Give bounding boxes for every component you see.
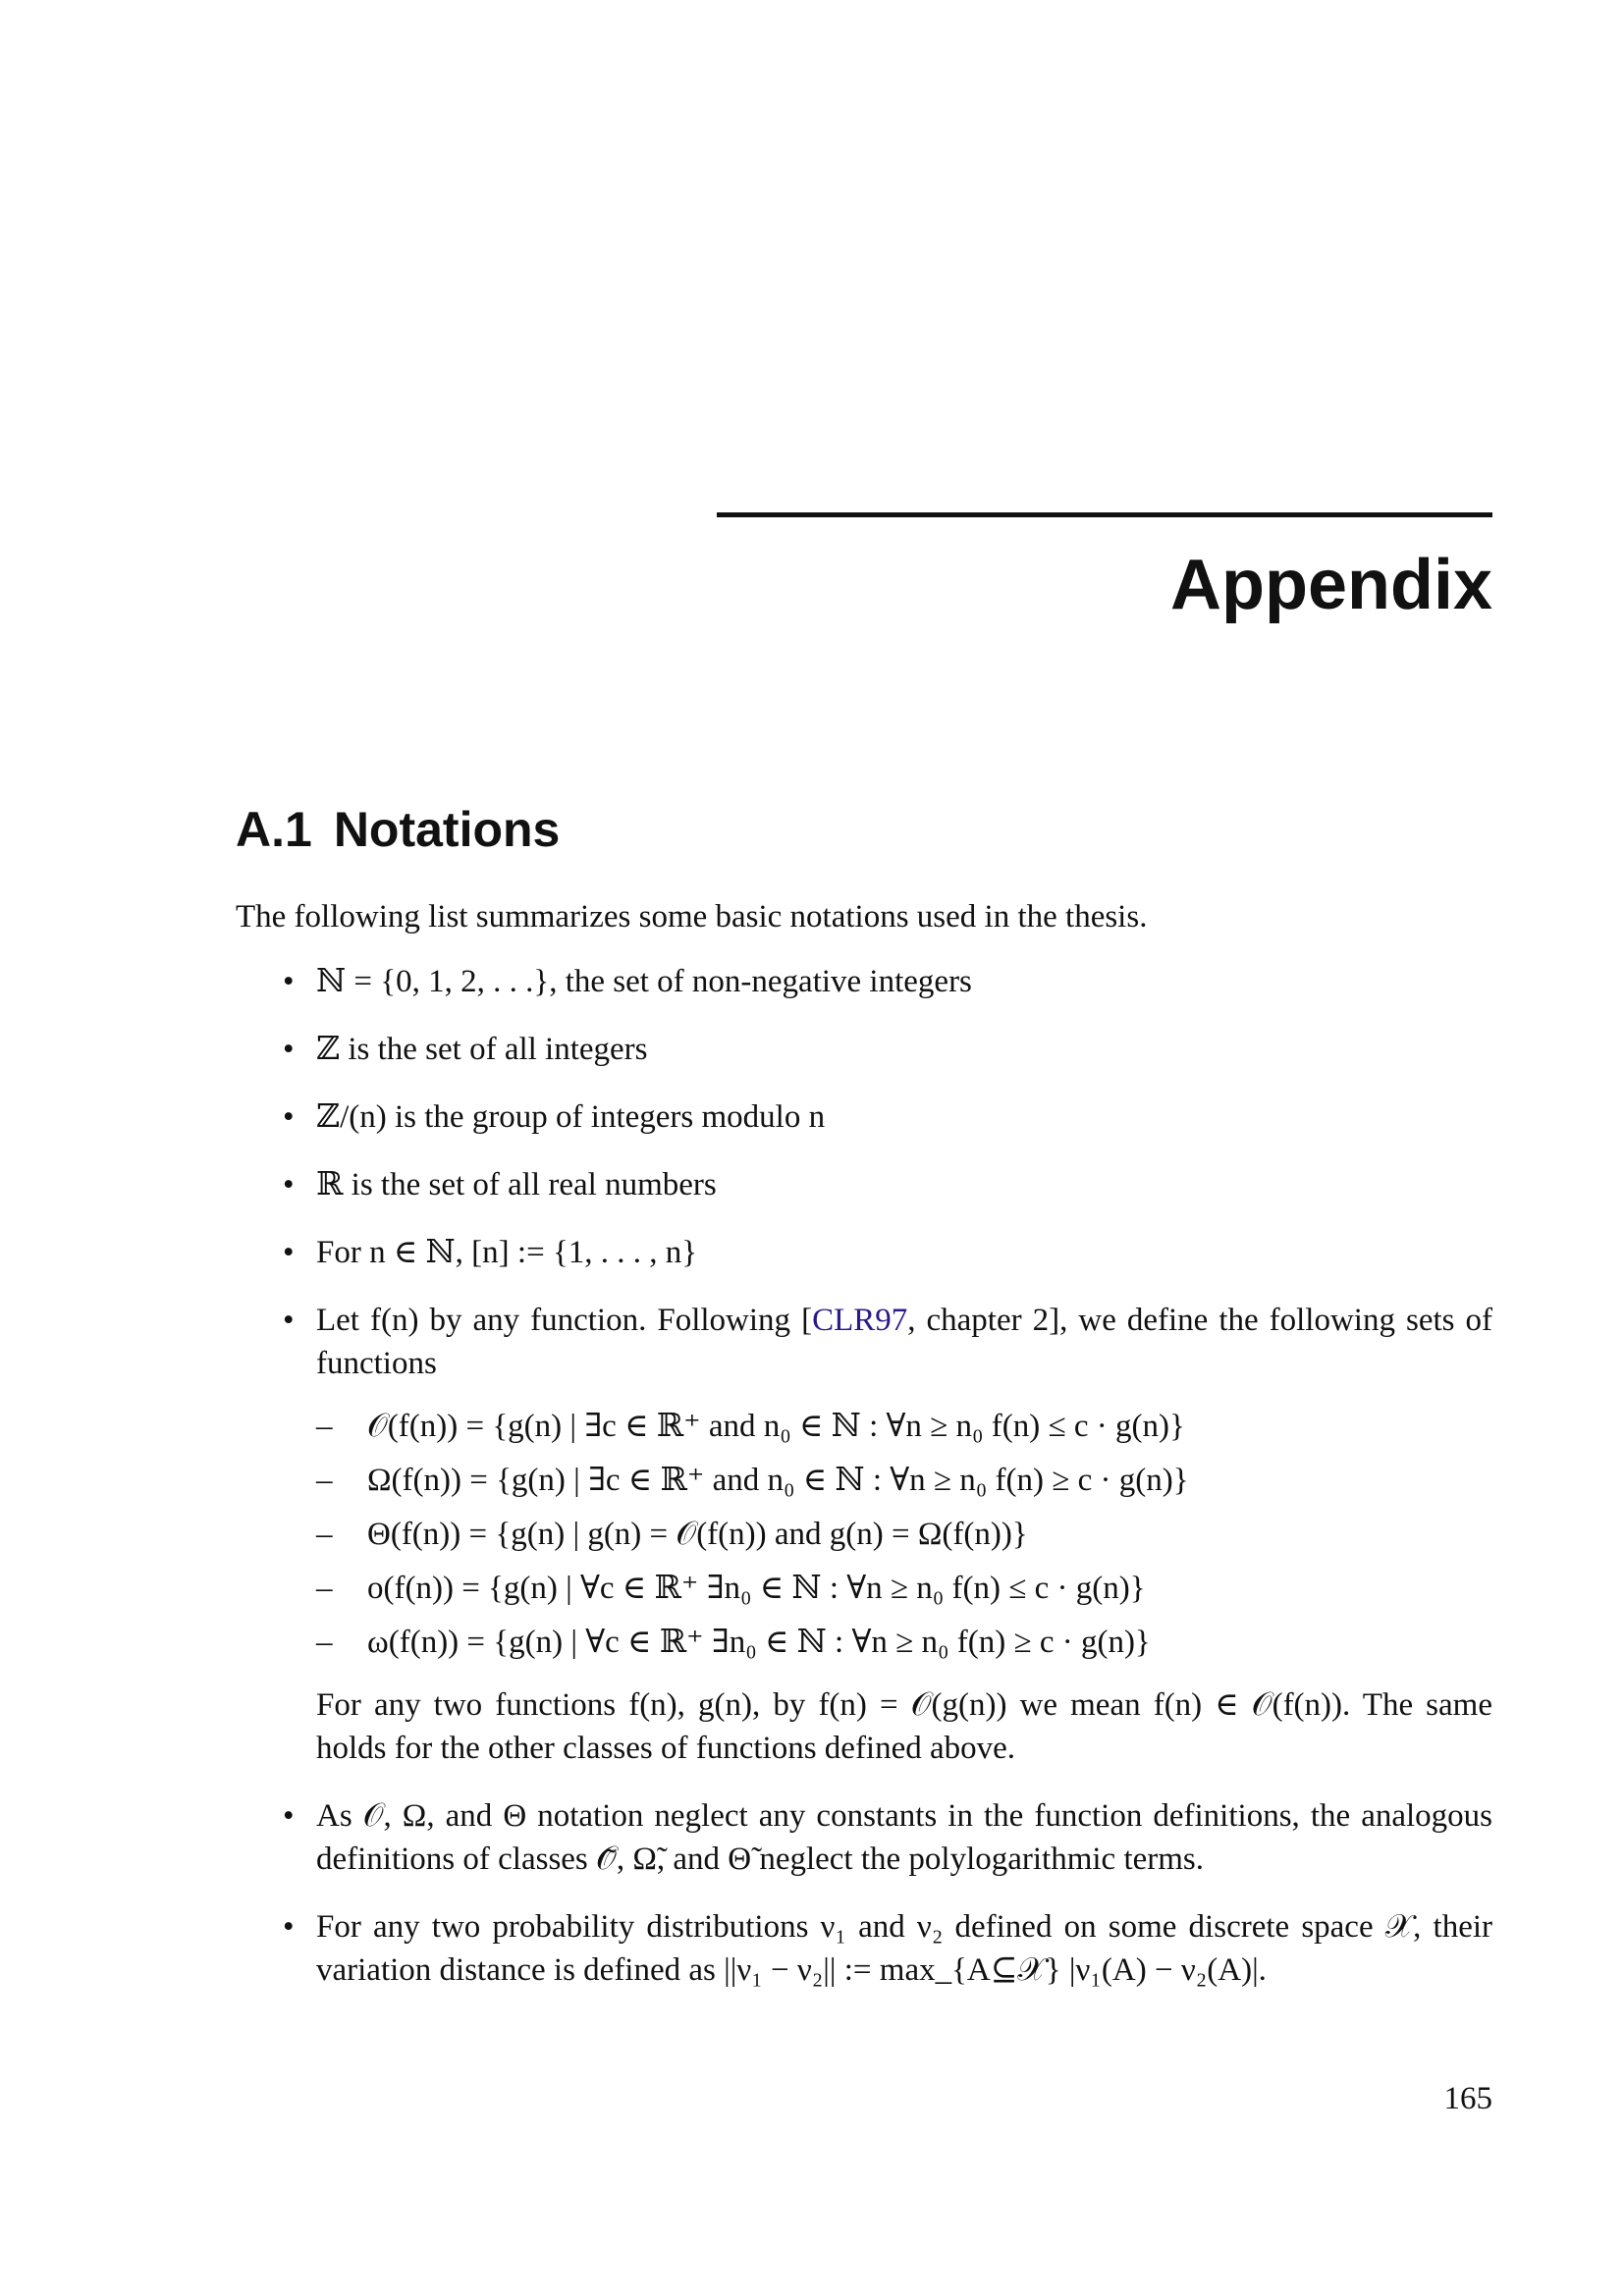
list-item-text: ℤ is the set of all integers xyxy=(316,1032,648,1067)
bullet-icon: • xyxy=(283,1909,295,1945)
functions-suffix: , chapter 2], we define the following sets of functions xyxy=(316,1303,1492,1381)
definition-text: ω(f(n)) = {g(n) | ∀c ∈ ℝ⁺ ∃n₀ ∈ ℕ : ∀n ≥ n₀ f(n) ≥ c · g(n)} xyxy=(367,1625,1151,1660)
list-item-text: For n ∈ ℕ, [n] := {1, . . . , n} xyxy=(316,1235,698,1270)
notations-content xyxy=(236,895,1492,2016)
list-item-asymptotic xyxy=(236,1794,1492,1881)
chapter-rule xyxy=(717,512,1492,517)
dash-icon: – xyxy=(316,1571,333,1606)
functions-note: For any two functions f(n), g(n), by f(n) = 𝒪(g(n)) we mean f(n) ∈ 𝒪(f(n)). The same holds for the other classes of functions defined above. xyxy=(316,1687,1492,1766)
chapter-title: Appendix xyxy=(1169,546,1492,624)
list-item xyxy=(236,1231,1492,1274)
definition-item xyxy=(316,1567,1492,1610)
bullet-icon: • xyxy=(283,1235,295,1270)
definition-text: Θ(f(n)) = {g(n) | g(n) = 𝒪(f(n)) and g(n) = Ω(f(n))} xyxy=(367,1517,1028,1552)
section-number: A.1 xyxy=(236,802,312,857)
list-item xyxy=(236,960,1492,1003)
bullet-icon: • xyxy=(283,1099,295,1135)
list-item xyxy=(236,1095,1492,1139)
notations-list xyxy=(236,960,1492,1992)
dash-icon: – xyxy=(316,1463,333,1498)
dash-icon: – xyxy=(316,1517,333,1552)
list-item-functions xyxy=(236,1299,1492,1770)
list-item-text: ℝ is the set of all real numbers xyxy=(316,1167,717,1202)
bullet-icon: • xyxy=(283,1167,295,1202)
definition-item xyxy=(316,1405,1492,1448)
definition-item xyxy=(316,1459,1492,1502)
bullet-icon: • xyxy=(283,1798,295,1834)
bullet-icon: • xyxy=(283,1303,295,1338)
definition-item xyxy=(316,1621,1492,1664)
definition-item xyxy=(316,1513,1492,1556)
definition-text: o(f(n)) = {g(n) | ∀c ∈ ℝ⁺ ∃n₀ ∈ ℕ : ∀n ≥ n₀ f(n) ≤ c · g(n)} xyxy=(367,1571,1146,1606)
list-item xyxy=(236,1163,1492,1206)
intro-paragraph: The following list summarizes some basic notations used in the thesis. xyxy=(236,899,1148,934)
dash-icon: – xyxy=(316,1409,333,1444)
function-definitions xyxy=(316,1405,1492,1664)
list-item-distribution xyxy=(236,1905,1492,1992)
dash-icon: – xyxy=(316,1625,333,1660)
bullet-icon: • xyxy=(283,964,295,999)
bullet-icon: • xyxy=(283,1032,295,1067)
citation-link[interactable]: CLR97 xyxy=(812,1303,908,1338)
list-item-text: ℕ = {0, 1, 2, . . .}, the set of non-negative integers xyxy=(316,964,972,999)
list-item-text: As 𝒪, Ω, and Θ notation neglect any constants in the function definitions, the analogous definitions of classes 𝒪̃, Ω̃, and Θ̃ neglect the polylogarithmic terms. xyxy=(316,1798,1492,1877)
definition-text: 𝒪(f(n)) = {g(n) | ∃c ∈ ℝ⁺ and n₀ ∈ ℕ : ∀n ≥ n₀ f(n) ≤ c · g(n)} xyxy=(367,1409,1185,1444)
section-title: Notations xyxy=(333,802,561,857)
definition-text: Ω(f(n)) = {g(n) | ∃c ∈ ℝ⁺ and n₀ ∈ ℕ : ∀n ≥ n₀ f(n) ≥ c · g(n)} xyxy=(367,1463,1189,1498)
list-item-text: ℤ/(n) is the group of integers modulo n xyxy=(316,1099,826,1135)
list-item xyxy=(236,1028,1492,1071)
functions-prefix: Let f(n) by any function. Following [ xyxy=(316,1303,813,1338)
section-heading xyxy=(236,802,561,857)
list-item-text: For any two probability distributions ν₁ and ν₂ defined on some discrete space 𝒳, their variation distance is defined as ||ν₁ − ν₂|| := max_{A⊆𝒳} |ν₁(A) − ν₂(A)|. xyxy=(316,1909,1492,1988)
page-number: 165 xyxy=(1443,2081,1492,2116)
